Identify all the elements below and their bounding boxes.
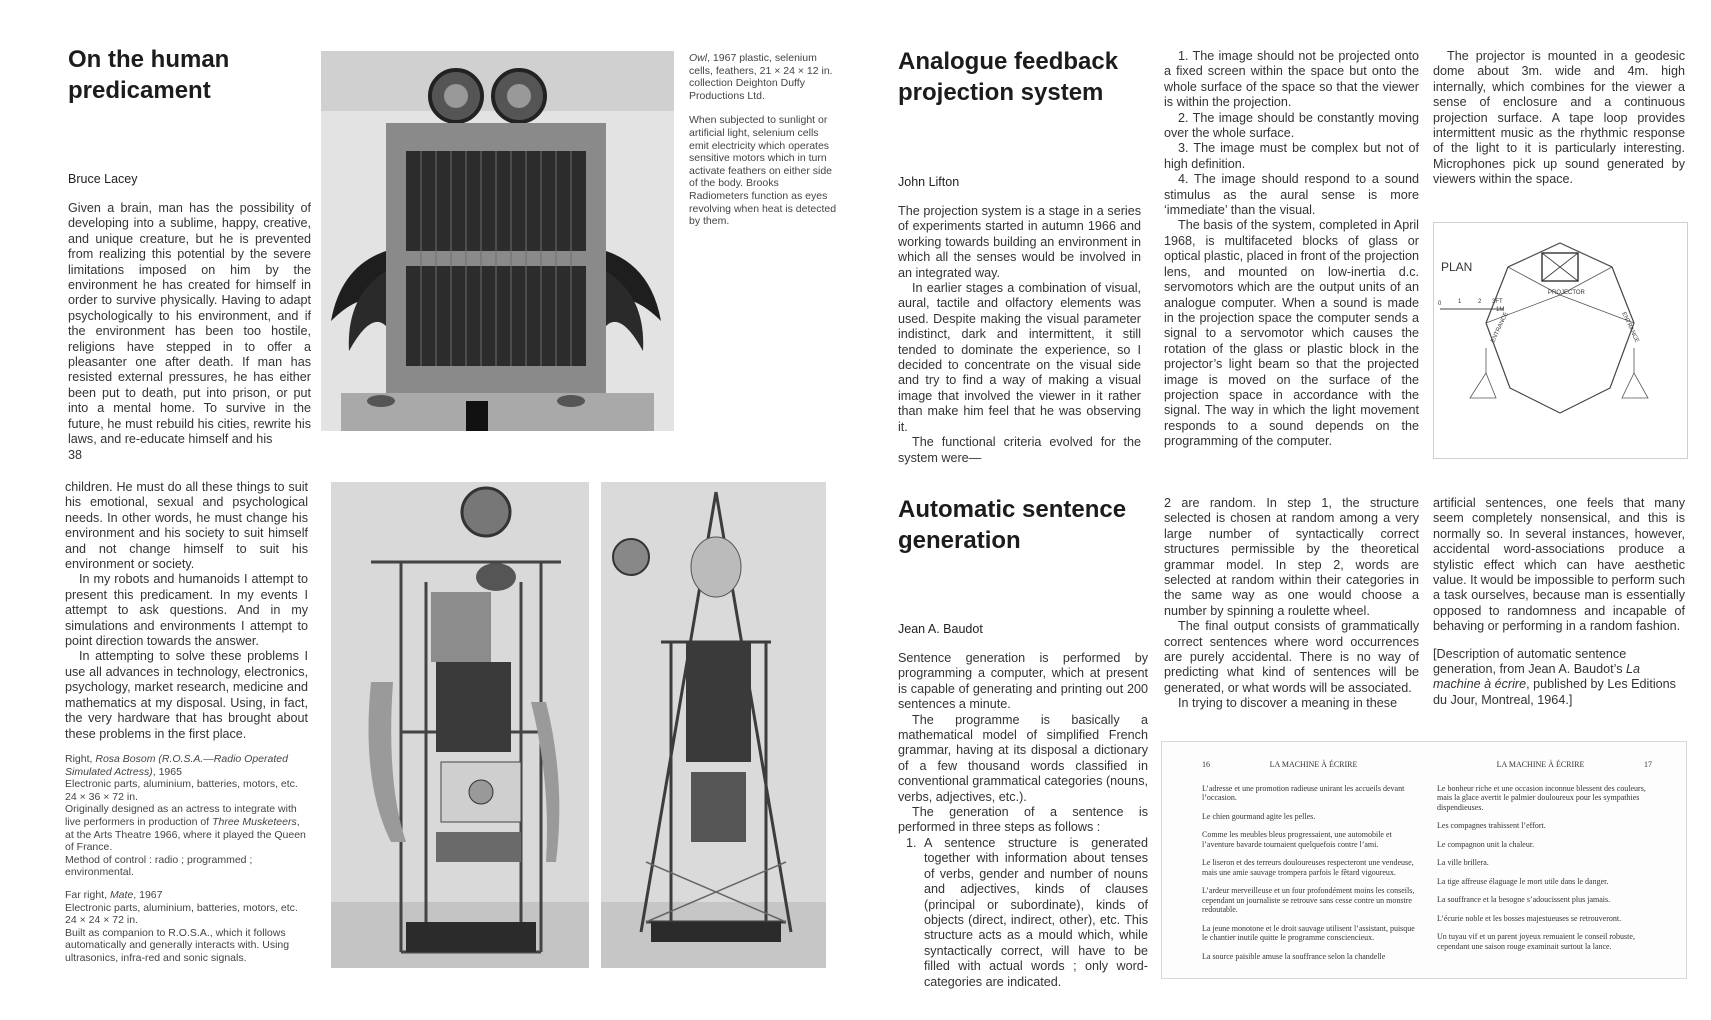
rosa-year: , 1965 — [152, 765, 182, 778]
owl-materials: plastic, selenium cells, feathers, 21 × 24 × 12 in. collection Deighton Duffy Productions Ltd. — [689, 52, 833, 102]
book-sentence: La jeune monotone et le droit sauvage utilisent l’assistant, puisque le chantier inutile quitte le programme consciencieux. — [1202, 923, 1415, 942]
body-paragraph: children. He must do all these things to suit his emotional, sexual and psychological needs. In other words, he must change his environment and his society to suit himself and not change himself to suit his environment or society. — [65, 480, 308, 572]
book-right-page — [1437, 742, 1652, 978]
criterion-2 — [1164, 111, 1419, 142]
book-sentence: Les compagnes trahissent l’effort. — [1437, 821, 1546, 830]
book-spread-image — [1161, 741, 1687, 979]
mate-note: Built as companion to R.O.S.A., which it follows automatically and generally interacts with. Using ultrasonics, infra-red and sonic signals. — [65, 926, 290, 964]
criterion-text: The image should be constantly moving over the whole surface. — [1164, 110, 1419, 141]
book-sentence: L’adresse et une promotion radieuse unirant les accueils devant l’occasion. — [1202, 783, 1405, 802]
rosa-materials: Electronic parts, aluminium, batteries, motors, etc. 24 × 36 × 72 in. — [65, 778, 298, 803]
owl-title: Owl — [689, 52, 708, 64]
book-left-header — [1202, 760, 1417, 770]
mate-prefix: Far right, — [65, 888, 110, 901]
scale-label: 3FT — [1492, 299, 1503, 305]
analogue-column-2 — [1164, 49, 1419, 450]
criterion-number: 1. — [1178, 49, 1189, 63]
book-right-header — [1437, 760, 1652, 770]
body-paragraph: In trying to discover a meaning in these — [1178, 696, 1398, 711]
robot-captions — [65, 753, 310, 969]
owl-photo — [321, 51, 674, 431]
body-paragraph: In earlier stages a combination of visual, aural, tactile and olfactory elements was used. Despite making the visual parameter indistinct, dark and intermittent, it still tended to dominate the experience, so I decided to concentrate on the visual side and try to find a way of making a visual image that involved the viewer in it rather than make him feel that he was observing it. — [898, 281, 1141, 434]
analogue-column-1 — [898, 204, 1141, 466]
body-paragraph: The generation of a sentence is performed in three steps as follows : — [898, 805, 1148, 835]
owl-caption — [689, 52, 841, 232]
author-john-lifton: John Lifton — [898, 175, 960, 189]
rosa-note-end: , at the Arts Theatre 1966, where it played the Queen of France. — [65, 815, 306, 854]
criterion-number: 4. — [1178, 172, 1189, 187]
scale-label: 1 — [1458, 299, 1462, 305]
scale-label: 1M — [1496, 307, 1505, 313]
page-number: 38 — [68, 447, 83, 462]
body-paragraph: In attempting to solve these problems I use all advances in technology, electronics, psychology, market research, medicine and mathematics at my disposal. Using, in fact, the very hardware that has brought about these problems in the first place. — [65, 649, 308, 741]
book-sentence: La ville brillera. — [1437, 858, 1489, 867]
projector-label: PROJECTOR — [1548, 290, 1585, 296]
criterion-text: The image should not be projected onto a fixed screen within the space but onto the whole surface of the space so that the viewer is within the projection. — [1164, 49, 1419, 110]
owl-year: , 1967 — [707, 52, 737, 64]
book-sentence: Le bonheur riche et une occasion inconnue blessent des couleurs, mais la glace avertit le palmier douloureux pour les sympathies dispendieuses. — [1437, 783, 1646, 812]
scale-label: 0 — [1438, 301, 1442, 307]
step-number: 1. — [906, 835, 917, 850]
rosa-title: Rosa Bosom (R.O.S.A.—Radio Operated Simulated Actress) — [65, 753, 288, 778]
rosa-prefix: Right, — [65, 753, 96, 765]
rosa-caption — [65, 753, 310, 879]
rosa-control: Method of control : radio ; programmed ; environmental. — [65, 853, 253, 879]
book-sentence: Le compagnon unit la chaleur. — [1437, 839, 1535, 849]
body-paragraph: The final output consists of grammatically correct sentences where word occurrences are purely accidental. There is no way of predicting what kind of sentences will be generated, or what words will be associated. — [1164, 619, 1419, 695]
owl-caption-header — [689, 52, 841, 102]
automatic-column-1 — [898, 651, 1148, 990]
book-sentence: Un tuyau vif et un parent joyeux remuaient le conseil robuste, cependant une saison rouge examinait surtout la lance. — [1437, 932, 1635, 951]
book-running-head: LA MACHINE À ÉCRIRE — [1269, 760, 1358, 769]
body-paragraph: The basis of the system, completed in April 1968, is multifaceted blocks of glass or optical plastic, placed in front of the projection lens, and mounted on low-inertia d.c. servomotors which are the output units of an analogue computer. When a sound is made in the projection space the computer sends a signal to a servomotor which causes the rotation of the glass or plastic block in the projector’s light beam so that the projected image is moved on the surface of the projection space in accordance with the signal. The way in which the light movement responds to a sound depends on the programming of the computer. — [1164, 218, 1419, 449]
source-title: La machine à écrire — [1433, 662, 1641, 692]
criterion-4 — [1164, 172, 1419, 218]
book-sentence: Le chien gourmand agite les pelles. — [1202, 811, 1316, 821]
rosa-note: Originally designed as an actress to integrate with live performers in production of — [65, 803, 297, 828]
body-paragraph: In my robots and humanoids I attempt to present this predicament. In my events I attempt to ask questions. And in my simulations and environments I attempt to point direction towards the answer. — [65, 572, 308, 649]
owl-description: When subjected to sunlight or artificial light, selenium cells emit electricity which operates sensitive motors which in turn activate feathers on either side of the body. Brooks Radiometers function as eyes revolving when heat is detected by them. — [689, 114, 837, 228]
source-post: , published by Les Editions du Jour, Montreal, 1964.] — [1433, 677, 1676, 707]
scale-label: 2 — [1478, 299, 1482, 305]
author-jean-baudot: Jean A. Baudot — [898, 622, 983, 636]
book-running-head: LA MACHINE À ÉCRIRE — [1496, 760, 1585, 769]
plan-label: PLAN — [1441, 260, 1473, 274]
book-sentence: Comme les meubles bleus progressaient, une automobile et l’aventure bavarde tournaient quelquefois contre l’ami. — [1202, 830, 1392, 849]
automatic-column-2 — [1164, 496, 1419, 712]
human-predicament-column-2 — [65, 480, 308, 742]
body-paragraph: Sentence generation is performed by programming a computer, which at present is capable of generating and printing out 200 sentences a minute. — [898, 651, 1148, 712]
book-sentence: La source paisible amuse la souffrance selon la chandelle — [1202, 951, 1386, 961]
mate-photo — [601, 482, 826, 968]
criterion-1 — [1164, 49, 1419, 111]
body-paragraph: The functional criteria evolved for the system were— — [898, 435, 1141, 465]
article-title-human-predicament: On the human predicament — [68, 46, 230, 104]
book-page-number: 16 — [1202, 760, 1210, 769]
article-title-automatic-sentence: Automatic sentence generation — [898, 496, 1127, 554]
body-paragraph: The programme is basically a mathematical model of simplified French grammar, having at its disposal a dictionary of a few thousand words classified in conventional grammatical categories (nouns, verbs, adjectives, etc.). — [898, 712, 1148, 804]
automatic-column-3 — [1433, 496, 1685, 708]
human-predicament-column-1 — [68, 201, 311, 463]
book-sentence: La souffrance et la besogne s’adoucissent plus jamais. — [1437, 895, 1611, 904]
source-pre: [Description of automatic sentence generation, from Jean A. Baudot’s — [1433, 646, 1627, 677]
step-1 — [898, 836, 1148, 990]
criterion-number: 3. — [1178, 141, 1189, 156]
criterion-text: The image must be complex but not of high definition. — [1164, 141, 1419, 171]
book-sentence: L’ardeur merveilleuse et un four profondément moins les conseils, cependant un journaliste se retrouve sans cesse contre un monstre redoutable. — [1202, 886, 1415, 914]
book-sentence: La tige affreuse élaguage le mort utile dans le danger. — [1437, 876, 1609, 886]
step-text: A sentence structure is generated together with information about tenses of verbs, gender and number of nouns and adjectives, kinds of clauses (principal or subordinate), kinds of objects (direct, indirect, other), etc. This structure acts as a mould which, while syntactically correct, will have to be filled with actual words ; only word-categories are indicated. — [924, 835, 1148, 989]
body-paragraph: The projection system is a stage in a series of experiments started in autumn 1966 and working towards building an environment in which all the senses would be involved in an integrated way. — [898, 204, 1141, 280]
mate-materials: Electronic parts, aluminium, batteries, motors, etc. 24 × 24 × 72 in. — [65, 901, 298, 927]
projection-plan-diagram — [1433, 222, 1688, 459]
mate-title: Mate — [109, 888, 134, 901]
criterion-number: 2. — [1178, 110, 1189, 125]
body-paragraph: 2 are random. In step 1, the structure selected is chosen at random among a very large number of syntactically correct structures permissible by the theoretical grammar model. In step 2, words are selected at random within their categories in the same way as one would choose a number by spinning a roulette wheel. — [1164, 496, 1419, 618]
book-sentence: Le liseron et des terreurs douloureuses respecteront une vendeuse, mais une amie sauvage trompera parfois le fêtard vigoureux. — [1202, 858, 1414, 877]
book-page-number: 17 — [1644, 760, 1652, 769]
mate-year: , 1967 — [133, 888, 163, 901]
rosa-bosom-photo — [331, 482, 589, 968]
rosa-note-title: Three Musketeers — [212, 815, 297, 828]
body-paragraph: artificial sentences, one feels that many seem completely nonsensical, and this is normally so. In several instances, however, accidental word-associations produce a stylistic effect which can have aesthetic value. It would be impossible to perform such a task ourselves, because man is essentially opposed to randomness and incapable of behaving or performing in a random fashion. — [1433, 496, 1685, 634]
criterion-3 — [1164, 141, 1419, 172]
body-paragraph: The projector is mounted in a geodesic dome about 3m. wide and 4m. high internally, which combines for the viewer a sense of enclosure and a continuous projection surface. A tape loop provides intermittent music as the rhythmic response of the light to it is particularly interesting. Microphones pick up sound generated by viewers within the space. — [1433, 49, 1685, 187]
mate-caption — [65, 889, 310, 965]
author-bruce-lacey: Bruce Lacey — [68, 172, 138, 186]
entrance-label: ENTRANCE — [1490, 311, 1510, 344]
book-left-page — [1202, 742, 1417, 978]
entrance-label: ENTRANCE — [1620, 311, 1640, 344]
source-description — [1433, 647, 1685, 709]
analogue-column-3 — [1433, 49, 1685, 188]
book-sentence: L’écurie noble et les bosses majestueuses se retrouveront. — [1437, 913, 1622, 923]
criterion-text: The image should respond to a sound stimulus as the aural sense is more ‘immediate’ than the visual. — [1164, 172, 1419, 218]
body-paragraph: Given a brain, man has the possibility of developing into a sublime, happy, creative, and unique creature, but he is prevented from realizing this potential by the severe limitations imposed on him by the environment he has created for himself in order to survive physically. Having to adapt psychologically to his environment, and if the environment has been too hostile, religions have stepped in to offer a pleasanter one after death. If man has resisted external pressures, he has either been put to death, put into prison, or put into a mental home. To survive in the future, he must rebuild his cities, rewrite his laws, and re-educate himself and his — [68, 201, 311, 447]
article-title-analogue-feedback: Analogue feedback projection system — [898, 48, 1119, 106]
